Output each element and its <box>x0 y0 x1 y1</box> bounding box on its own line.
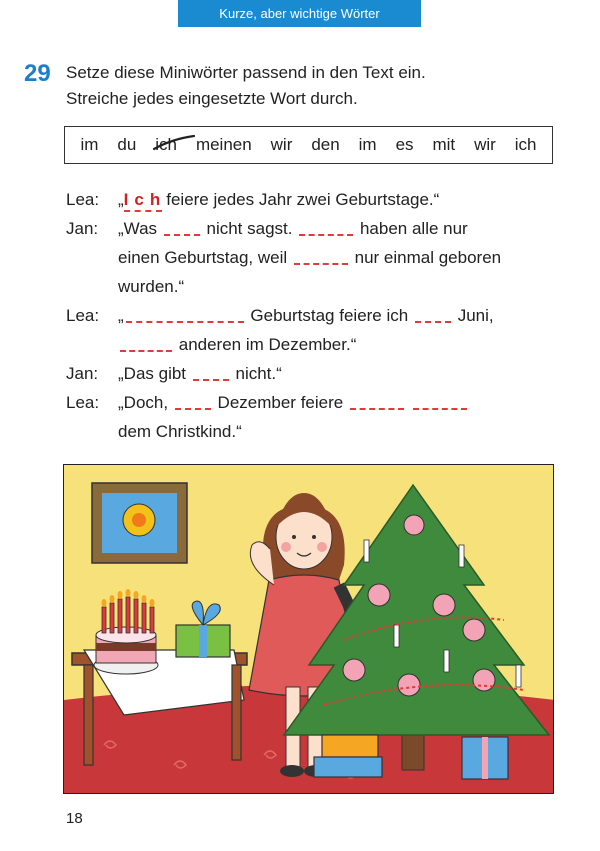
word-bank-item[interactable]: im <box>80 135 99 154</box>
word-bank-item[interactable]: den <box>311 135 340 154</box>
instruction-line-2: Streiche jedes eingesetzte Wort durch. <box>66 89 358 108</box>
dialogue-text: einen Geburtstag, weil nur einmal geboren <box>118 248 502 267</box>
word-bank-item[interactable]: wir <box>270 135 293 154</box>
christmas-birthday-illustration <box>63 464 554 794</box>
word-bank <box>64 126 553 164</box>
answer-blank[interactable] <box>350 394 404 408</box>
word-bank-item[interactable]: wir <box>474 135 496 154</box>
answer-blank[interactable] <box>415 307 451 321</box>
illustration-svg <box>64 465 554 794</box>
dialogue-text: „Doch, Dezember feiere <box>118 391 469 415</box>
word-bank-item-struck[interactable] <box>155 135 177 155</box>
speaker-label: Lea: <box>66 393 100 412</box>
word-bank-item[interactable]: meinen <box>195 135 252 154</box>
dialogue-text: dem Christkind.“ <box>118 422 242 441</box>
word-bank-item[interactable]: mit <box>432 135 456 154</box>
word-bank-item[interactable]: du <box>117 135 137 154</box>
word-bank-item-label: ich <box>155 135 177 154</box>
answer-blank[interactable] <box>299 220 353 234</box>
answer-blank[interactable] <box>193 365 229 379</box>
dialogue-text: „Ichfeiere jedes Jahr zwei Geburtstage.“ <box>118 190 440 209</box>
picture-frame <box>92 483 187 563</box>
dialogue-text: „ Geburtstag feiere ich Juni, <box>118 306 494 325</box>
task-number: 29 <box>24 60 51 87</box>
dialogue-text: anderen im Dezember.“ <box>118 333 356 357</box>
answer-blank[interactable] <box>294 249 348 263</box>
answer-blank[interactable] <box>126 307 244 321</box>
dialogue-text: wurden.“ <box>118 277 185 296</box>
word-bank-item[interactable]: im <box>358 135 377 154</box>
word-bank-item[interactable]: es <box>395 135 414 154</box>
dialogue-text: „Was nicht sagst. haben alle nur <box>118 219 468 238</box>
word-bank-item[interactable]: ich <box>514 135 537 154</box>
answer-blank[interactable] <box>164 220 200 234</box>
page-number: 18 <box>66 810 83 827</box>
answer-blank[interactable] <box>120 336 172 350</box>
speaker-label: Jan: <box>66 219 99 238</box>
dialogue-text: „Das gibt nicht.“ <box>118 364 282 383</box>
answer-blank[interactable] <box>413 394 467 408</box>
filled-answer: Ich <box>123 190 167 209</box>
answer-blank[interactable] <box>175 394 211 408</box>
instruction-line-1: Setze diese Miniwörter passend in den Text ein. <box>66 63 426 82</box>
chapter-banner: Kurze, aber wichtige Wörter <box>178 0 421 27</box>
speaker-label: Lea: <box>66 306 100 325</box>
strike-through-mark <box>152 133 196 153</box>
speaker-label: Lea: <box>66 190 100 209</box>
speaker-label: Jan: <box>66 364 99 383</box>
